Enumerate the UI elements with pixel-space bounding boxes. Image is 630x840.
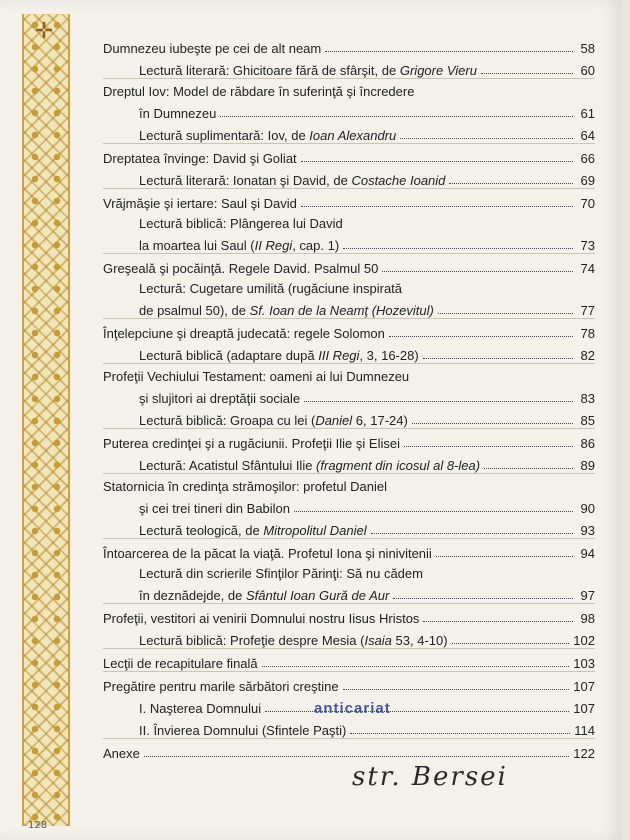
toc-page-number: 70 bbox=[580, 196, 595, 211]
toc-entry-text: Profeţii Vechiului Testament: oameni ai lui Dumnezeu bbox=[103, 369, 410, 384]
toc-entry-title bbox=[139, 413, 408, 428]
toc-entry-suffix-text: , cap. 1) bbox=[292, 238, 340, 253]
dot-leader bbox=[144, 755, 569, 757]
toc-entry-text: Lectură teologică, de bbox=[139, 523, 264, 538]
toc-entry bbox=[103, 603, 595, 626]
toc-entry-title bbox=[139, 458, 480, 473]
dot-leader bbox=[301, 205, 573, 207]
toc-subentry bbox=[103, 99, 595, 121]
toc-entry-text: Pregătire pentru marile sărbători creştine bbox=[103, 679, 339, 694]
toc-entry-text: Lecţii de recapitulare finală bbox=[103, 656, 258, 671]
ornamental-border bbox=[22, 14, 70, 826]
dot-leader bbox=[452, 642, 570, 644]
toc-page-number: 107 bbox=[573, 701, 595, 716]
toc-entry-text: în Dumnezeu bbox=[139, 106, 217, 121]
dot-leader bbox=[484, 467, 573, 469]
dot-leader bbox=[265, 710, 569, 712]
toc-entry-text: Înţelepciune şi dreaptă judecată: regele Solomon bbox=[103, 326, 385, 341]
dot-leader bbox=[400, 137, 573, 139]
toc-entry-text: Lectură biblică: Plângerea lui David bbox=[139, 216, 343, 231]
toc-page-number: 90 bbox=[580, 501, 595, 516]
dot-leader bbox=[412, 422, 573, 424]
toc-entry-text: Lectură biblică: Profeţie despre Mesia ( bbox=[139, 633, 365, 648]
toc-entry-title bbox=[103, 746, 140, 761]
toc-entry-italic-text: Grigore Vieru bbox=[399, 63, 477, 78]
toc-page-number: 107 bbox=[573, 679, 595, 694]
toc-subentry bbox=[103, 276, 595, 296]
toc-entry-title bbox=[139, 633, 448, 648]
toc-entry-italic-text: II Regi bbox=[254, 238, 293, 253]
toc-subentry bbox=[103, 341, 595, 363]
toc-entry-text: de psalmul 50), de bbox=[139, 303, 250, 318]
toc-subentry bbox=[103, 516, 595, 538]
toc-page-number: 74 bbox=[580, 261, 595, 276]
toc-page-number: 114 bbox=[574, 723, 595, 738]
toc-entry-suffix-text: 53, 4-10) bbox=[391, 633, 448, 648]
toc-page-number: 77 bbox=[580, 303, 595, 318]
dot-leader bbox=[343, 688, 570, 690]
dot-leader bbox=[404, 445, 573, 447]
toc-entry bbox=[103, 671, 595, 694]
toc-entry-italic-text: Mitropolitul Daniel bbox=[263, 523, 367, 538]
toc-entry-title bbox=[139, 391, 300, 406]
toc-subentry bbox=[103, 296, 595, 318]
dot-leader bbox=[262, 665, 570, 667]
toc-entry-text: Dreptatea învinge: David şi Goliat bbox=[103, 151, 297, 166]
toc-entry bbox=[103, 648, 595, 671]
toc-entry-title bbox=[103, 151, 297, 166]
toc-entry-text: Lectură biblică: Groapa cu lei ( bbox=[139, 413, 316, 428]
toc-page-number: 89 bbox=[580, 458, 595, 473]
toc-subentry bbox=[103, 494, 595, 516]
toc-entry-title bbox=[139, 348, 419, 363]
toc-entry-title bbox=[139, 216, 595, 231]
watermark-stamp: anticariat bbox=[314, 700, 391, 717]
toc-entry-title bbox=[139, 723, 346, 738]
toc-subentry bbox=[103, 231, 595, 253]
toc-entry-title bbox=[139, 238, 339, 253]
toc-subentry bbox=[103, 384, 595, 406]
table-of-contents bbox=[103, 34, 595, 761]
toc-entry-title bbox=[103, 326, 385, 341]
toc-entry-text: Anexe bbox=[103, 746, 140, 761]
toc-entry bbox=[103, 253, 595, 276]
toc-entry-text: Lectură literară: Ghicitoare fără de sfârşit, de bbox=[139, 63, 400, 78]
toc-entry-title bbox=[103, 479, 595, 494]
toc-entry-title bbox=[139, 701, 261, 716]
toc-page-number: 58 bbox=[580, 41, 595, 56]
toc-entry bbox=[103, 34, 595, 56]
toc-subentry bbox=[103, 121, 595, 143]
toc-entry-text: Vrăjmăşie şi iertare: Saul şi David bbox=[103, 196, 297, 211]
toc-entry bbox=[103, 318, 595, 341]
toc-entry-italic-text: Costache Ioanid bbox=[351, 173, 446, 188]
dot-leader bbox=[481, 72, 573, 74]
toc-entry-suffix-text: 6, 17-24) bbox=[352, 413, 408, 428]
toc-entry-text: Greşeală şi pocăinţă. Regele David. Psalmul 50 bbox=[103, 261, 379, 276]
toc-entry-title bbox=[139, 173, 445, 188]
toc-page-number: 85 bbox=[580, 413, 595, 428]
toc-entry-italic-text: Sf. Ioan de la Neamţ (Hozevitul) bbox=[249, 303, 434, 318]
toc-page-number: 78 bbox=[580, 326, 595, 341]
cross-ornament-icon: ✛ bbox=[34, 19, 54, 44]
toc-page-number: 94 bbox=[580, 546, 595, 561]
dot-leader bbox=[304, 400, 573, 402]
toc-entry-text: Statornicia în credinţa strămoşilor: profetul Daniel bbox=[103, 479, 387, 494]
toc-entry-text: Lectură: Acatistul Sfântului Ilie bbox=[139, 458, 317, 473]
dot-leader bbox=[389, 335, 573, 337]
toc-entry bbox=[103, 363, 595, 384]
dot-leader bbox=[423, 357, 573, 359]
toc-page-number: 102 bbox=[573, 633, 595, 648]
toc-entry-title bbox=[139, 128, 396, 143]
toc-page-number: 97 bbox=[580, 588, 595, 603]
toc-entry-italic-text: Isaia bbox=[364, 633, 392, 648]
toc-page-number: 61 bbox=[580, 106, 595, 121]
toc-entry-title bbox=[139, 501, 290, 516]
toc-entry-text: Lectură: Cugetare umilită (rugăciune inspirată bbox=[139, 281, 403, 296]
toc-entry-title bbox=[103, 41, 321, 56]
toc-entry bbox=[103, 428, 595, 451]
toc-entry-title bbox=[139, 303, 434, 318]
toc-entry-text: Dumnezeu iubeşte pe cei de alt neam bbox=[103, 41, 322, 56]
toc-page-number: 98 bbox=[580, 611, 595, 626]
toc-subentry bbox=[103, 211, 595, 231]
toc-entry-italic-text: (fragment din icosul al 8-lea) bbox=[316, 458, 481, 473]
toc-entry-title bbox=[103, 261, 378, 276]
dot-leader bbox=[350, 732, 570, 734]
toc-page-number: 69 bbox=[580, 173, 595, 188]
toc-subentry bbox=[103, 166, 595, 188]
dot-leader bbox=[436, 555, 573, 557]
toc-entry-text: Lectură suplimentară: Iov, de bbox=[139, 128, 310, 143]
toc-entry-title bbox=[139, 63, 477, 78]
dot-leader bbox=[382, 270, 573, 272]
toc-page-number: 93 bbox=[580, 523, 595, 538]
toc-subentry bbox=[103, 561, 595, 581]
toc-entry-text: Lectură biblică (adaptare după bbox=[139, 348, 319, 363]
toc-entry bbox=[103, 143, 595, 166]
toc-entry-text: II. Învierea Domnului (Sfintele Paşti) bbox=[139, 723, 347, 738]
dot-leader bbox=[343, 247, 573, 249]
corner-page-number: 128 bbox=[28, 820, 48, 831]
toc-page-number: 73 bbox=[580, 238, 595, 253]
toc-entry-text: şi cei trei tineri din Babilon bbox=[139, 501, 291, 516]
toc-entry-text: Puterea credinţei şi a rugăciunii. Profeţii Ilie şi Elisei bbox=[103, 436, 400, 451]
toc-entry-text: Lectură literară: Ionatan şi David, de bbox=[139, 173, 352, 188]
toc-entry-italic-text: III Regi bbox=[318, 348, 360, 363]
dot-leader bbox=[220, 115, 573, 117]
toc-entry-text: I. Naşterea Domnului bbox=[139, 701, 262, 716]
toc-entry-text: Întoarcerea de la păcat la viaţă. Profetul Iona şi ninivitenii bbox=[103, 546, 432, 561]
toc-subentry bbox=[103, 406, 595, 428]
toc-entry-title bbox=[139, 281, 595, 296]
toc-subentry bbox=[103, 626, 595, 648]
toc-entry-text: Profeţii, vestitori ai venirii Domnului nostru Iisus Hristos bbox=[103, 611, 420, 626]
toc-page-number: 122 bbox=[573, 746, 595, 761]
toc-entry-text: Lectură din scrierile Sfinţilor Părinţi: Să nu cădem bbox=[139, 566, 423, 581]
dot-leader bbox=[325, 50, 573, 52]
toc-subentry bbox=[103, 581, 595, 603]
toc-entry-title bbox=[103, 196, 297, 211]
toc-entry bbox=[103, 473, 595, 494]
dot-leader bbox=[371, 532, 573, 534]
toc-entry-title bbox=[139, 566, 595, 581]
toc-entry-suffix-text: , 3, 16-28) bbox=[359, 348, 419, 363]
toc-entry-text: în deznădejde, de bbox=[139, 588, 246, 603]
toc-entry bbox=[103, 188, 595, 211]
toc-entry-title bbox=[139, 106, 216, 121]
toc-entry-text: şi slujitori ai dreptăţii sociale bbox=[139, 391, 301, 406]
toc-entry-text: Dreptul Iov: Model de răbdare în suferinţă şi încredere bbox=[103, 84, 415, 99]
toc-page-number: 66 bbox=[580, 151, 595, 166]
toc-entry-title bbox=[103, 656, 258, 671]
dot-leader bbox=[423, 620, 573, 622]
toc-page-number: 64 bbox=[580, 128, 595, 143]
toc-entry-title bbox=[139, 523, 367, 538]
toc-entry bbox=[103, 538, 595, 561]
toc-entry-italic-text: Sfântul Ioan Gură de Aur bbox=[245, 588, 390, 603]
toc-subentry bbox=[103, 451, 595, 473]
dot-leader bbox=[294, 510, 573, 512]
dot-leader bbox=[438, 312, 573, 314]
toc-entry-title bbox=[103, 546, 432, 561]
toc-entry-title bbox=[103, 611, 419, 626]
toc-entry-title bbox=[103, 369, 595, 384]
toc-entry-title bbox=[139, 588, 389, 603]
handwritten-signature: str. Bersei bbox=[352, 762, 508, 792]
toc-page-number: 82 bbox=[580, 348, 595, 363]
toc-page-number: 60 bbox=[580, 63, 595, 78]
toc-entry-italic-text: Ioan Alexandru bbox=[309, 128, 397, 143]
toc-entry-title bbox=[103, 84, 595, 99]
dot-leader bbox=[393, 597, 573, 599]
toc-entry-text: la moartea lui Saul ( bbox=[139, 238, 255, 253]
toc-page-number: 83 bbox=[580, 391, 595, 406]
toc-page-number: 86 bbox=[580, 436, 595, 451]
toc-entry bbox=[103, 78, 595, 99]
toc-entry-title bbox=[103, 679, 339, 694]
dot-leader bbox=[449, 182, 573, 184]
toc-entry-title bbox=[103, 436, 400, 451]
toc-entry bbox=[103, 738, 595, 761]
toc-page-number: 103 bbox=[573, 656, 595, 671]
toc-subentry bbox=[103, 56, 595, 78]
toc-subentry bbox=[103, 716, 595, 738]
toc-entry-italic-text: Daniel bbox=[315, 413, 353, 428]
dot-leader bbox=[301, 160, 573, 162]
